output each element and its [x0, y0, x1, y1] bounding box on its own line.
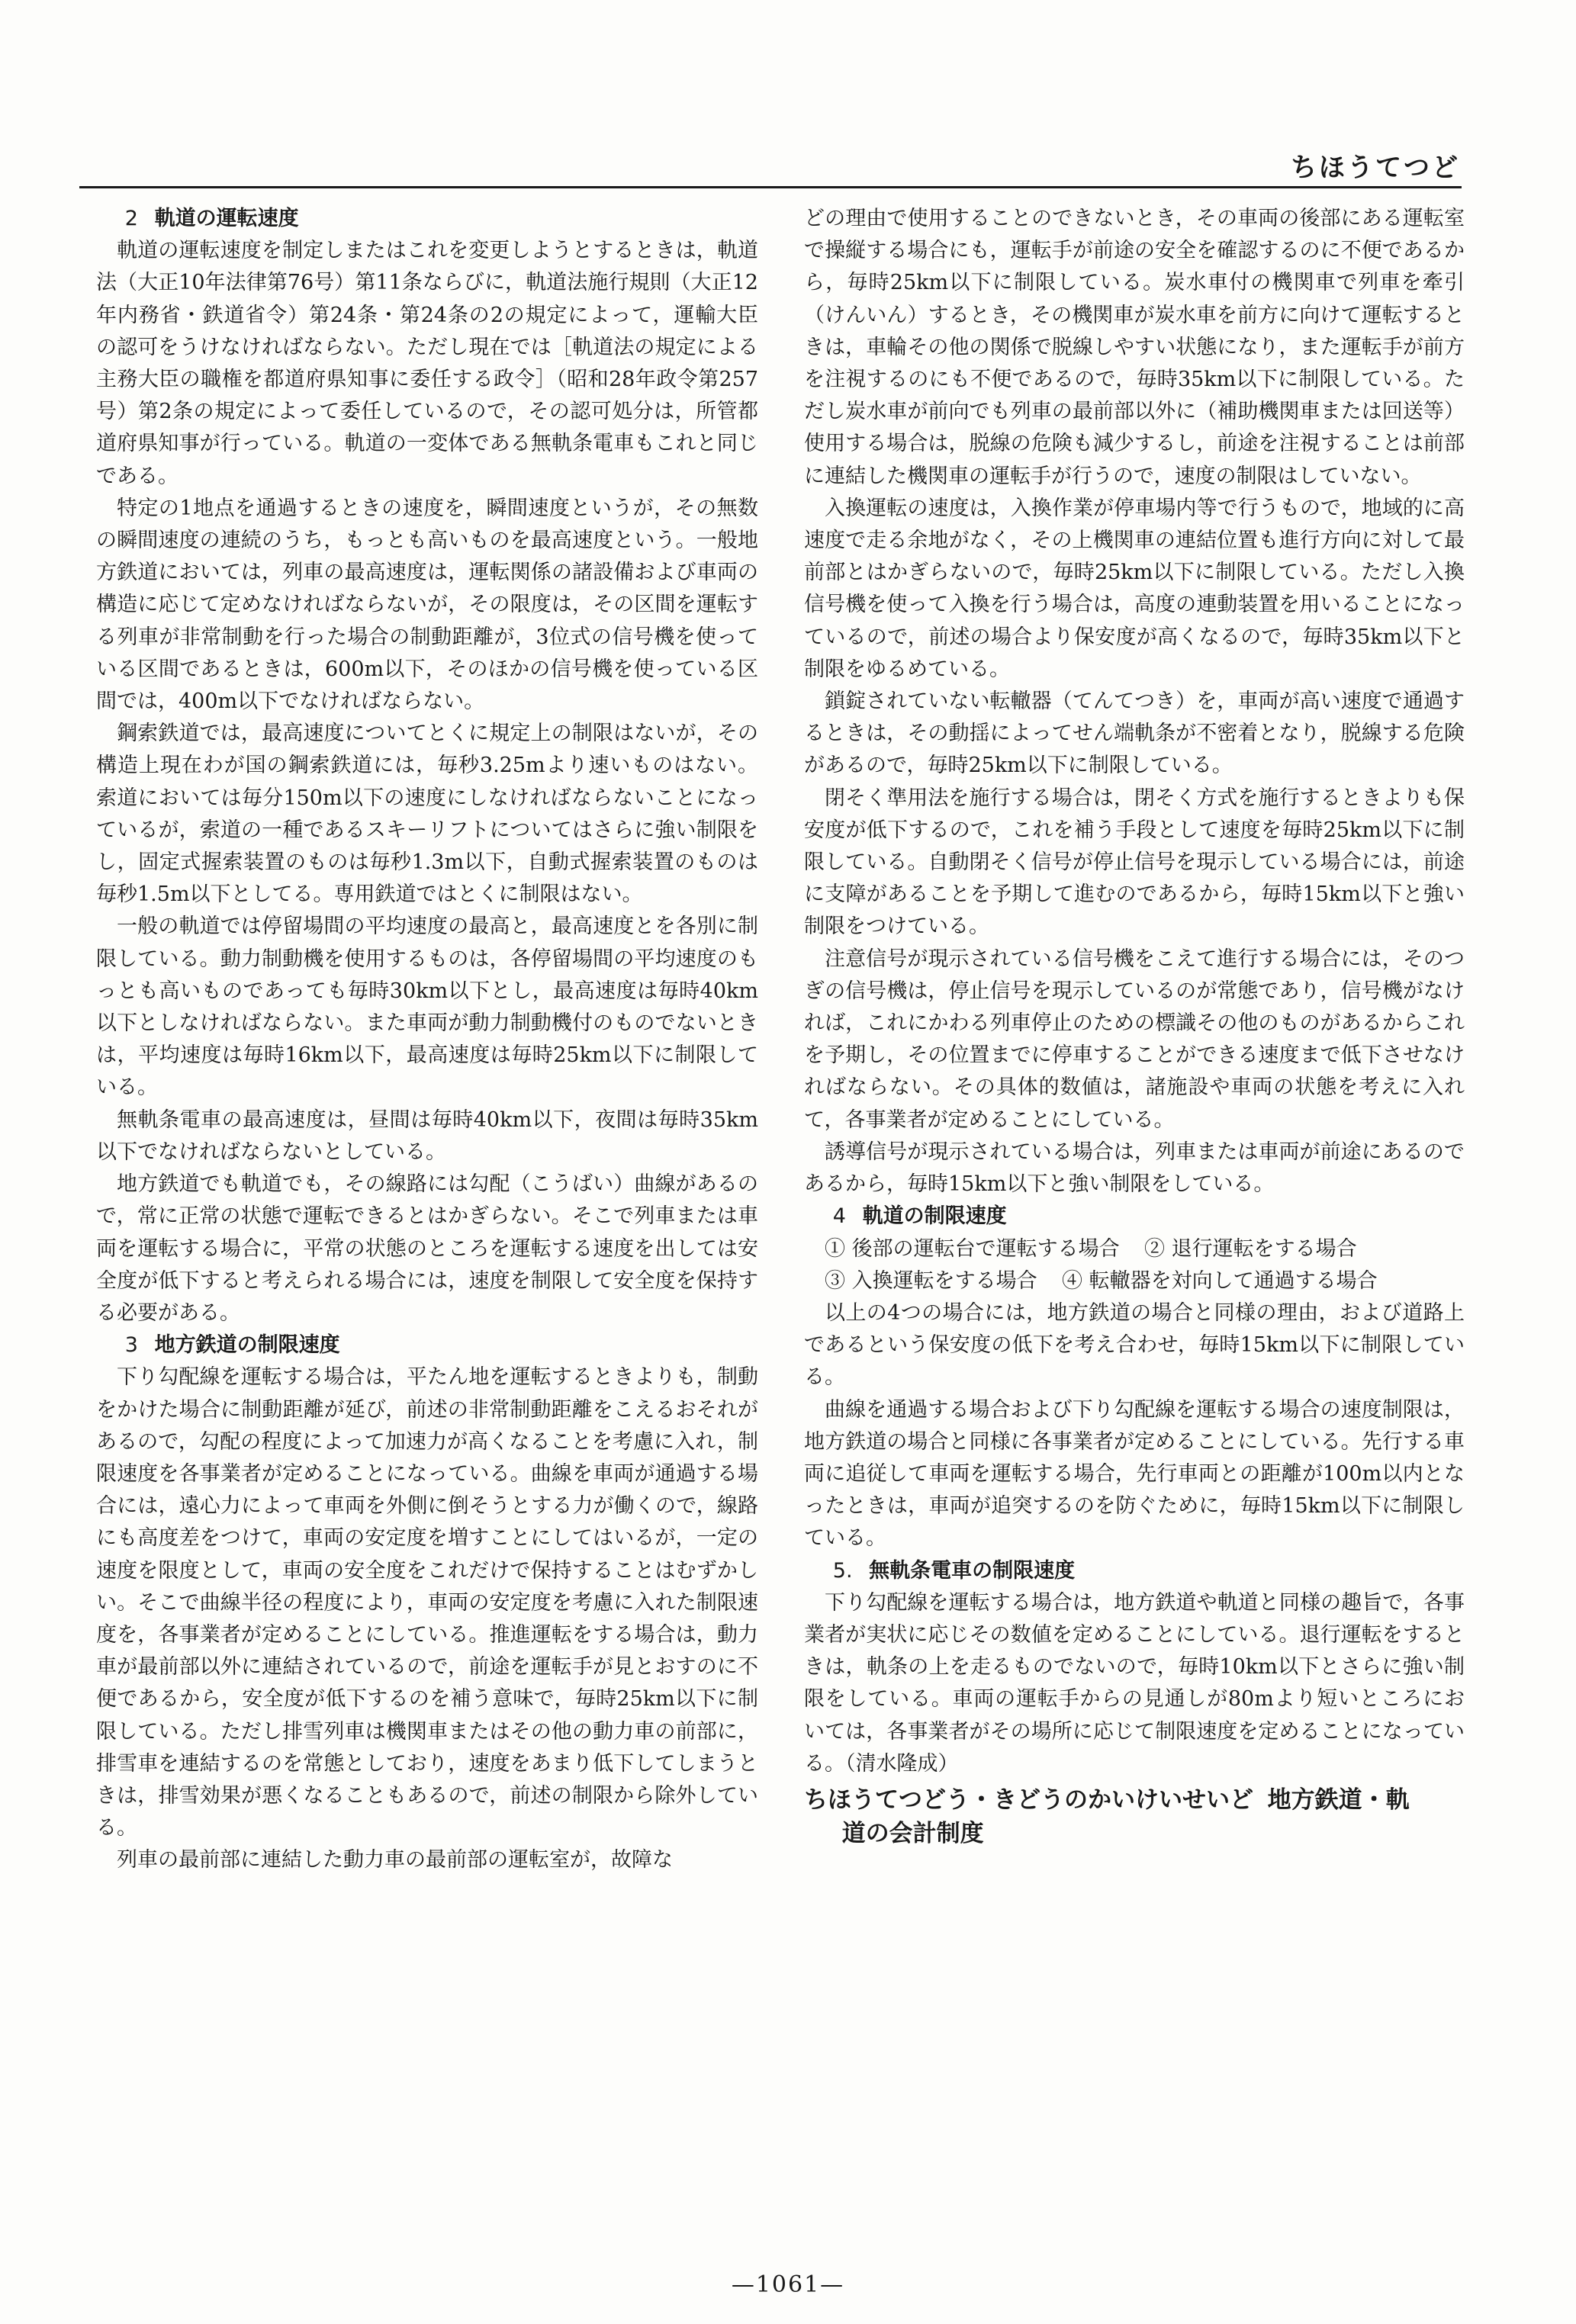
- entry-title-line1: 地方鉄道・軌: [1267, 1786, 1410, 1814]
- section-number: 2: [124, 207, 138, 230]
- paragraph: 誘導信号が現示されている場合は，列車または車両が前途にあるのであるから，毎時15km以下と強い制限をしている。: [804, 1139, 1465, 1197]
- paragraph: 閉そく準用法を施行する場合は，閉そく方式を施行するときよりも保安度が低下するので，これを補う手段として速度を毎時25km以下に制限している。自動閉そく信号が停止信号を現示している場合には，前途に支障があることを予期して進むのであるから，毎時15km以下と強い制限をつけている。: [804, 786, 1465, 939]
- list-item: ① 後部の運転台で運転する場合: [825, 1236, 1120, 1261]
- paragraph: 注意信号が現示されている信号機をこえて進行する場合には，そのつぎの信号機は，停止信号を現示しているのが常態であり，信号機がなければ，これにかわる列車停止のための標識その他のものがあるからこれを予期し，その位置までに停車することができる速度まで低下させなければならない。その具体的数値は，諸施設や車両の状態を考えに入れて，各事業者が定めることにしている。: [804, 947, 1465, 1132]
- paragraph: 地方鉄道でも軌道でも，その線路には勾配（こうばい）曲線があるので，常に正常の状態で運転できるとはかぎらない。そこで列車または車両を運転する場合に，平常の状態のところを運転する速度を出しては安全度が低下すると考えられる場合には，速度を制限して安全度を保持する必要がある。: [96, 1172, 758, 1325]
- paragraph: 鋼索鉄道では，最高速度についてとくに規定上の制限はないが，その構造上現在わが国の鋼索鉄道には，毎秒3.25mより速いものはない。索道においては毎分150m以下の速度にしなければならないことになっているが，索道の一種であるスキーリフトについてはさらに強い制限をし，固定式握索装置のものは毎秒1.3m以下，自動式握索装置のものは毎秒1.5m以下としてる。専用鉄道ではとくに制限はない。: [96, 722, 758, 907]
- paragraph: 列車の最前部に連結した動力車の最前部の運転室が，故障な: [117, 1848, 673, 1872]
- paragraph: 一般の軌道では停留場間の平均速度の最高と，最高速度とを各別に制限している。動力制動機を使用するものは，各停留場間の平均速度のもっとも高いものであっても毎時30km以下とし，最高速度は毎時40km以下としなければならない。また車両が動力制動機付のものでないときは，平均速度は毎時16km以下，最高速度は毎時25km以下に制限している。: [96, 914, 758, 1100]
- page-number: —1061—: [731, 2271, 845, 2298]
- next-entry-heading: [804, 1783, 1465, 1850]
- paragraph: 下り勾配線を運転する場合は，平たん地を運転するときよりも，制動をかけた場合に制動距離が延び，前述の非常制動距離をこえるおそれがあるので，勾配の程度によって加速力が高くなることを考慮に入れ，制限速度を各事業者が定めることになっている。曲線を車両が通過する場合には，遠心力によって車両を外側に倒そうとする力が働くので，線路にも高度差をつけて，車両の安定度を増すことにしてはいるが，一定の速度を限度として，車両の安全度をこれだけで保持することはむずかしい。そこで曲線半径の程度により，車両の安定度を考慮に入れた制限速度を，各事業者が定めることにしている。推進運転をする場合は，動力車が最前部以外に連結されているので，前途を運転手が見とおすのに不便であるから，安全度が低下するのを補う意味で，毎時25km以下に制限している。ただし排雪列車は機関車またはその他の動力車の前部に，排雪車を連結するのを常態としており，速度をあまり低下してしまうときは，排雪効果が悪くなることもあるので，前述の制限から除外している。: [96, 1365, 758, 1840]
- section-heading-4: [804, 1201, 1465, 1233]
- paragraph: 入換運転の速度は，入換作業が停車場内等で行うもので，地域的に高速度で走る余地がなく，その上機関車の連結位置も進行方向に対して最前部とはかぎらないので，毎時25km以下に制限している。ただし入換信号機を使って入換を行う場合は，高度の連動装置を用いることになっているので，前述の場合より保安度が高くなるので，毎時35km以下と制限をゆるめている。: [804, 496, 1465, 681]
- paragraph: 曲線を通過する場合および下り勾配線を運転する場合の速度制限は，地方鉄道の場合と同様に各事業者が定めることにしている。先行する車両に追従して車両を運転する場合，先行車両との距離が100m以内となったときは，車両が追突するのを防ぐために，毎時15km以下に制限している。: [804, 1397, 1465, 1551]
- section-number: 5.: [832, 1558, 853, 1583]
- section-number: 3: [124, 1333, 138, 1358]
- paragraph-continuation: どの理由で使用することのできないとき，その車両の後部にある運転室で操縦する場合にも，運転手が前途の安全を確認するのに不便であるから，毎時25km以下に制限している。炭水車付の機関車で列車を牽引（けんいん）するとき，その機関車が炭水車を前方に向けて運転するときは，車輪その他の関係で脱線しやすい状態になり，また運転手が前方を注視するのにも不便であるので，毎時35km以下に制限している。ただし炭水車が前向でも列車の最前部以外に（補助機関車または回送等）使用する場合は，脱線の危険も減少するし，前途を注視することは前部に連結した機関車の運転手が行うので，速度の制限はしていない。: [804, 207, 1465, 488]
- section-title: 無軌条電車の制限速度: [869, 1558, 1076, 1583]
- list-item: ③ 入換運転をする場合: [825, 1268, 1037, 1293]
- paragraph: 鎖錠されていない転轍器（てんてつき）を，車両が高い速度で通過するときは，その動揺によってせん端軌条が不密着となり，脱線する危険があるので，毎時25km以下に制限している。: [804, 689, 1465, 778]
- paragraph: 以上の4つの場合には，地方鉄道の場合と同様の理由，および道路上であるという保安度の低下を考え合わせ，毎時15km以下に制限している。: [804, 1300, 1465, 1390]
- paragraph: 下り勾配線を運転する場合は，地方鉄道や軌道と同様の趣旨で，各事業者が実状に応じその数値を定めることにしている。退行運転をするときは，軌条の上を走るものでないので，毎時10km以下とさらに強い制限をしている。車両の運転手からの見通しが80mより短いところにおいては，各事業者がその場所に応じて制限速度を定めることになっている。（清水隆成）: [804, 1590, 1465, 1776]
- section-heading-3: [96, 1329, 758, 1361]
- paragraph: 軌道の運転速度を制定しまたはこれを変更しようとするときは，軌道法（大正10年法律第76号）第11条ならびに，軌道法施行規則（大正12年内務省・鉄道省令）第24条・第24条の2の規定によって，運輸大臣の認可をうけなければならない。ただし現在では［軌道法の規定による主務大臣の職権を都道府県知事に委任する政令］（昭和28年政令第257号）第2条の規定によって委任しているので，その認可処分は，所管都道府県知事が行っている。軌道の一変体である無軌条電車もこれと同じである。: [96, 239, 758, 488]
- section-title: 軌道の運転速度: [154, 207, 299, 230]
- section-heading-5: [804, 1555, 1465, 1587]
- entry-reading: ちほうてつどう・きどうのかいけいせいど: [804, 1786, 1253, 1814]
- list-item: ④ 転轍器を対向して通過する場合: [1061, 1268, 1378, 1293]
- section-heading-2: [96, 203, 758, 235]
- entry-title-line2: 道の会計制度: [841, 1819, 984, 1847]
- paragraph: 特定の1地点を通過するときの速度を，瞬間速度というが，その無数の瞬間速度の連続のうち，もっとも高いものを最高速度という。一般地方鉄道においては，列車の最高速度は，運転関係の諸設備および車両の構造に応じて定めなければならないが，その限度は，その区間を運転する列車が非常制動を行った場合の制動距離が，3位式の信号機を使っている区間であるときは，600m以下，そのほかの信号機を使っている区間では，400m以下でなければならない。: [96, 496, 758, 714]
- section-title: 軌道の制限速度: [862, 1204, 1007, 1229]
- list-item: ② 退行運転をする場合: [1143, 1236, 1357, 1261]
- running-head: ちほうてつど: [1291, 153, 1460, 183]
- section-number: 4: [832, 1204, 846, 1229]
- right-column: [804, 203, 1465, 2113]
- case-list: [804, 1233, 1465, 1297]
- header-rule: [79, 186, 1462, 188]
- left-column: [96, 203, 758, 2113]
- paragraph: 無軌条電車の最高速度は，昼間は毎時40km以下，夜間は毎時35km以下でなければならないとしている。: [96, 1107, 758, 1164]
- section-title: 地方鉄道の制限速度: [154, 1333, 340, 1358]
